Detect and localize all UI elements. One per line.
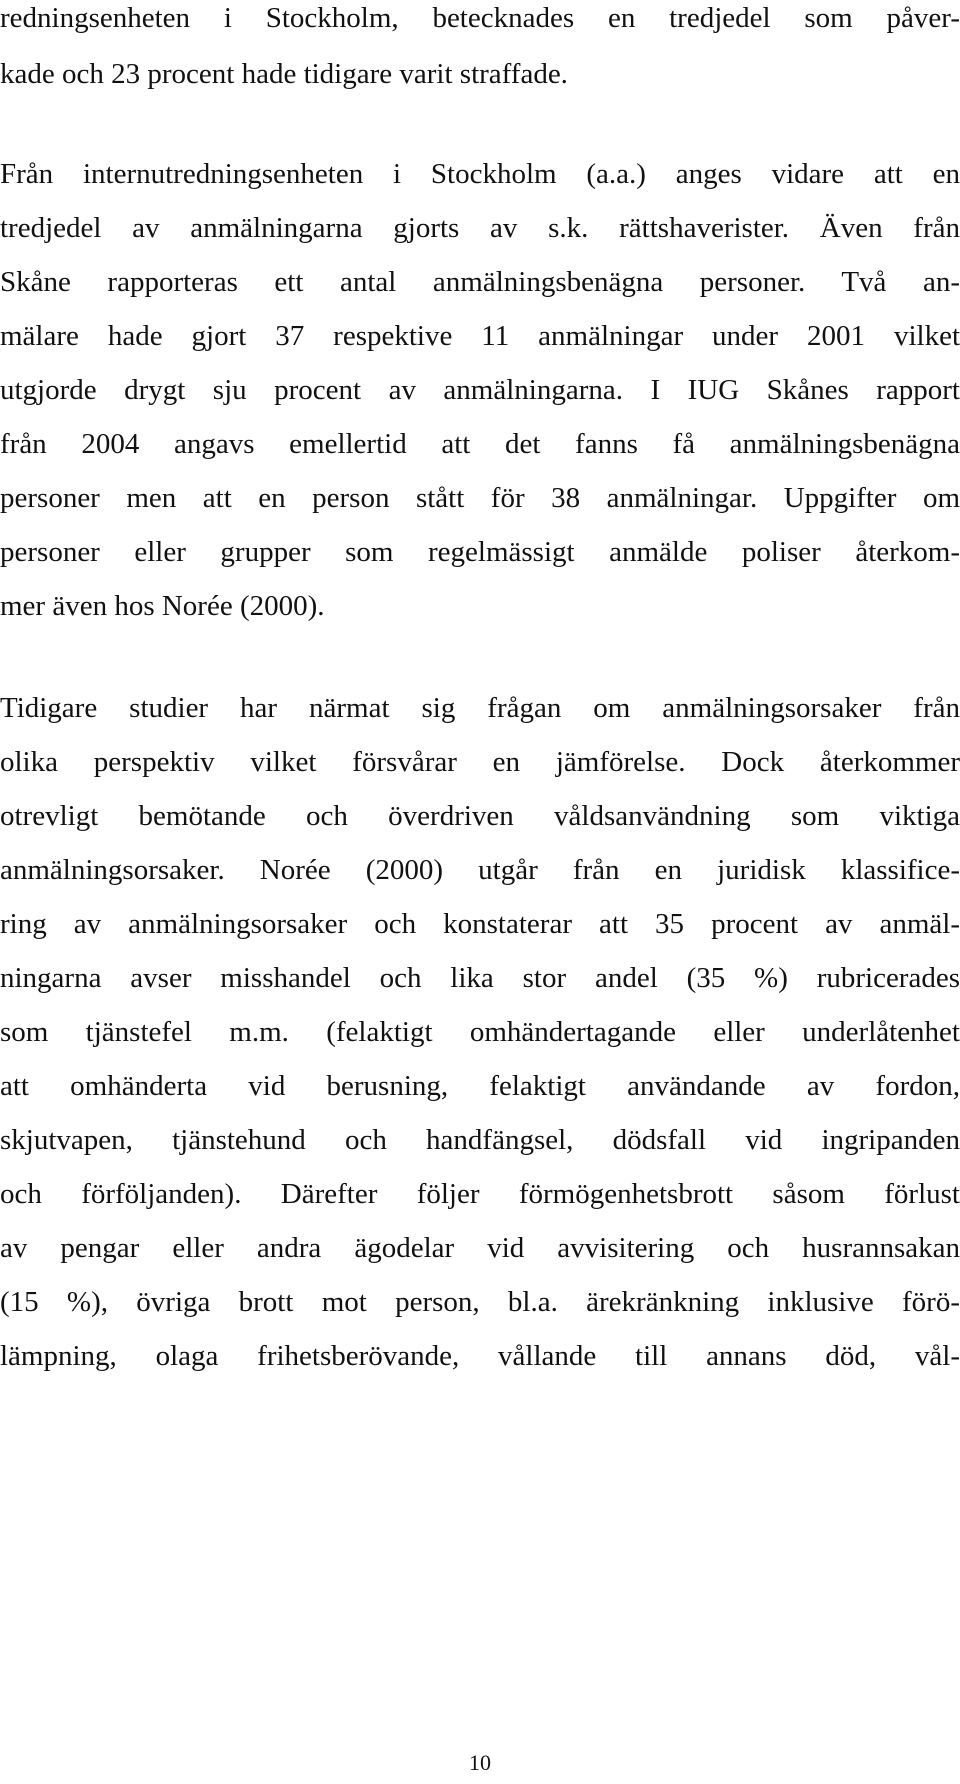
text-line: ningarna avser misshandel och lika stor andel (35 %) rubricerades — [0, 962, 960, 994]
text-line: personer men att en person stått för 38 anmälningar. Uppgifter om — [0, 482, 960, 514]
text-line: otrevligt bemötande och överdriven våldsanvändning som viktiga — [0, 800, 960, 832]
text-line: ring av anmälningsorsaker och konstaterar att 35 procent av anmäl- — [0, 908, 960, 940]
text-line: mer även hos Norée (2000). — [0, 590, 325, 622]
text-line: mälare hade gjort 37 respektive 11 anmälningar under 2001 vilket — [0, 320, 960, 352]
text-line: (15 %), övriga brott mot person, bl.a. ärekränkning inklusive förö- — [0, 1286, 960, 1318]
text-line: lämpning, olaga frihetsberövande, vållande till annans död, vål- — [0, 1340, 960, 1372]
text-line: och förföljanden). Därefter följer förmögenhetsbrott såsom förlust — [0, 1178, 960, 1210]
text-line: anmälningsorsaker. Norée (2000) utgår från en juridisk klassifice- — [0, 854, 960, 886]
text-line: olika perspektiv vilket försvårar en jämförelse. Dock återkommer — [0, 746, 960, 778]
text-line: personer eller grupper som regelmässigt anmälde poliser återkom- — [0, 536, 960, 568]
text-line: Från internutredningsenheten i Stockholm (a.a.) anges vidare att en — [0, 158, 960, 190]
text-line: av pengar eller andra ägodelar vid avvisitering och husrannsakan — [0, 1232, 960, 1264]
text-line: skjutvapen, tjänstehund och handfängsel, dödsfall vid ingripanden — [0, 1124, 960, 1156]
text-line: Tidigare studier har närmat sig frågan om anmälningsorsaker från — [0, 692, 960, 724]
text-line: tredjedel av anmälningarna gjorts av s.k. rättshaverister. Även från — [0, 212, 960, 244]
text-line: Skåne rapporteras ett antal anmälningsbenägna personer. Två an- — [0, 266, 960, 298]
text-line: som tjänstefel m.m. (felaktigt omhändertagande eller underlåtenhet — [0, 1016, 960, 1048]
text-line: från 2004 angavs emellertid att det fanns få anmälningsbenägna — [0, 428, 960, 460]
text-line: redningsenheten i Stockholm, betecknades en tredjedel som påver- — [0, 2, 960, 34]
text-line: att omhänderta vid berusning, felaktigt användande av fordon, — [0, 1070, 960, 1102]
text-line: utgjorde drygt sju procent av anmälningarna. I IUG Skånes rapport — [0, 374, 960, 406]
text-line: kade och 23 procent hade tidigare varit straffade. — [0, 58, 568, 90]
page-number: 10 — [469, 1750, 491, 1775]
